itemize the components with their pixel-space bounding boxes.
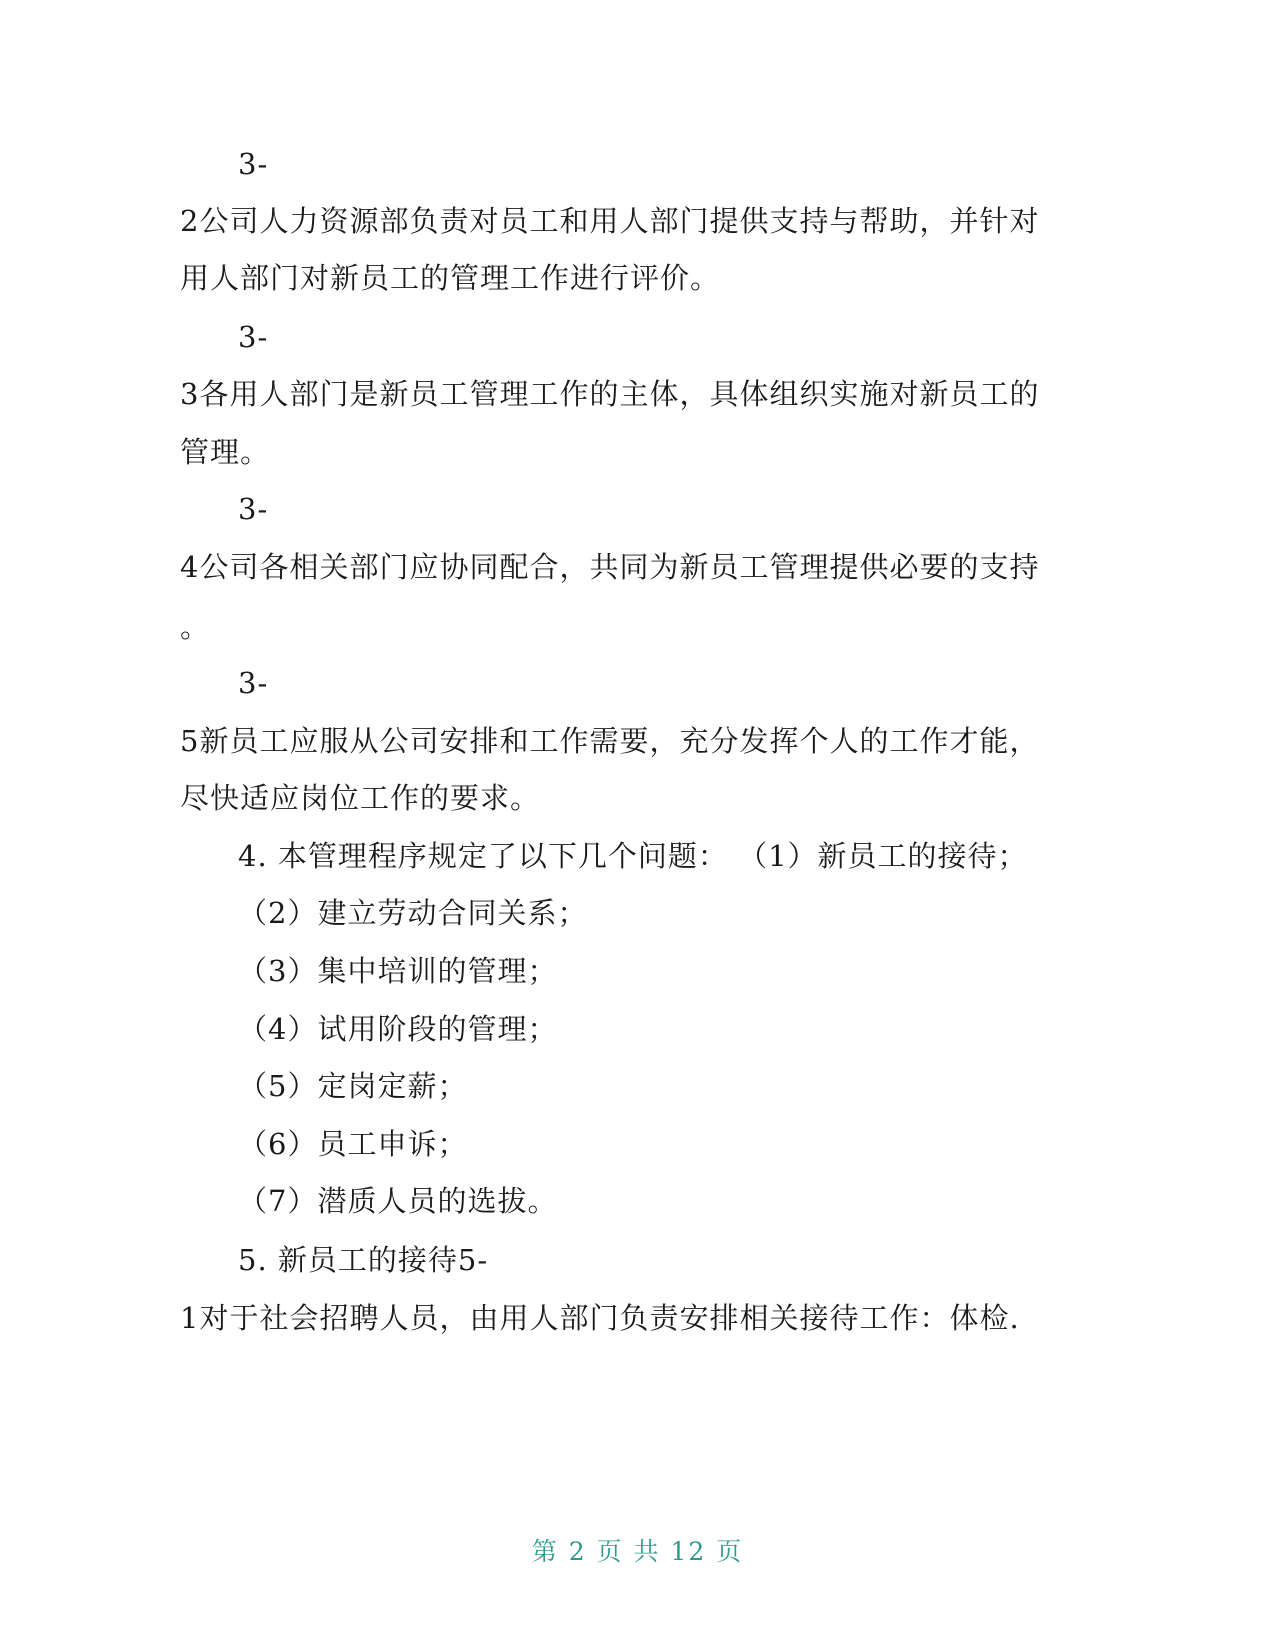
paragraph-line: 4公司各相关部门应协同配合，共同为新员工管理提供必要的支持 — [180, 550, 1040, 584]
paragraph-line: 2公司人力资源部负责对员工和用人部门提供支持与帮助，并针对 — [180, 204, 1040, 238]
section-marker-3-2: 3- — [238, 147, 269, 181]
list-item: （7）潜质人员的选拔。 — [238, 1184, 558, 1218]
section-heading-5: 5. 新员工的接待5- — [238, 1243, 489, 1277]
paragraph-line: 3各用人部门是新员工管理工作的主体，具体组织实施对新员工的 — [180, 377, 1040, 411]
page-number-label: 第 2 页 共 12 页 — [531, 1537, 744, 1566]
paragraph-line: 尽快适应岗位工作的要求。 — [180, 781, 541, 815]
paragraph-line: 用人部门对新员工的管理工作进行评价。 — [180, 261, 721, 295]
page-footer — [0, 1532, 1275, 1568]
list-item: （5）定岗定薪； — [238, 1069, 468, 1103]
section-marker-3-4: 3- — [238, 492, 269, 526]
paragraph-line: 1对于社会招聘人员，由用人部门负责安排相关接待工作：体检. — [180, 1301, 1020, 1335]
section-heading-4: 4. 本管理程序规定了以下几个问题： （1）新员工的接待； — [238, 839, 1028, 873]
section-marker-3-3: 3- — [238, 320, 269, 354]
paragraph-line: 5新员工应服从公司安排和工作需要，充分发挥个人的工作才能， — [180, 724, 1040, 758]
paragraph-line: 。 — [180, 610, 211, 644]
list-item: （4）试用阶段的管理； — [238, 1012, 558, 1046]
section-marker-3-5: 3- — [238, 666, 269, 700]
list-item: （2）建立劳动合同关系； — [238, 896, 588, 930]
list-item: （6）员工申诉； — [238, 1127, 468, 1161]
list-item: （3）集中培训的管理； — [238, 954, 558, 988]
paragraph-line: 管理。 — [180, 435, 271, 469]
